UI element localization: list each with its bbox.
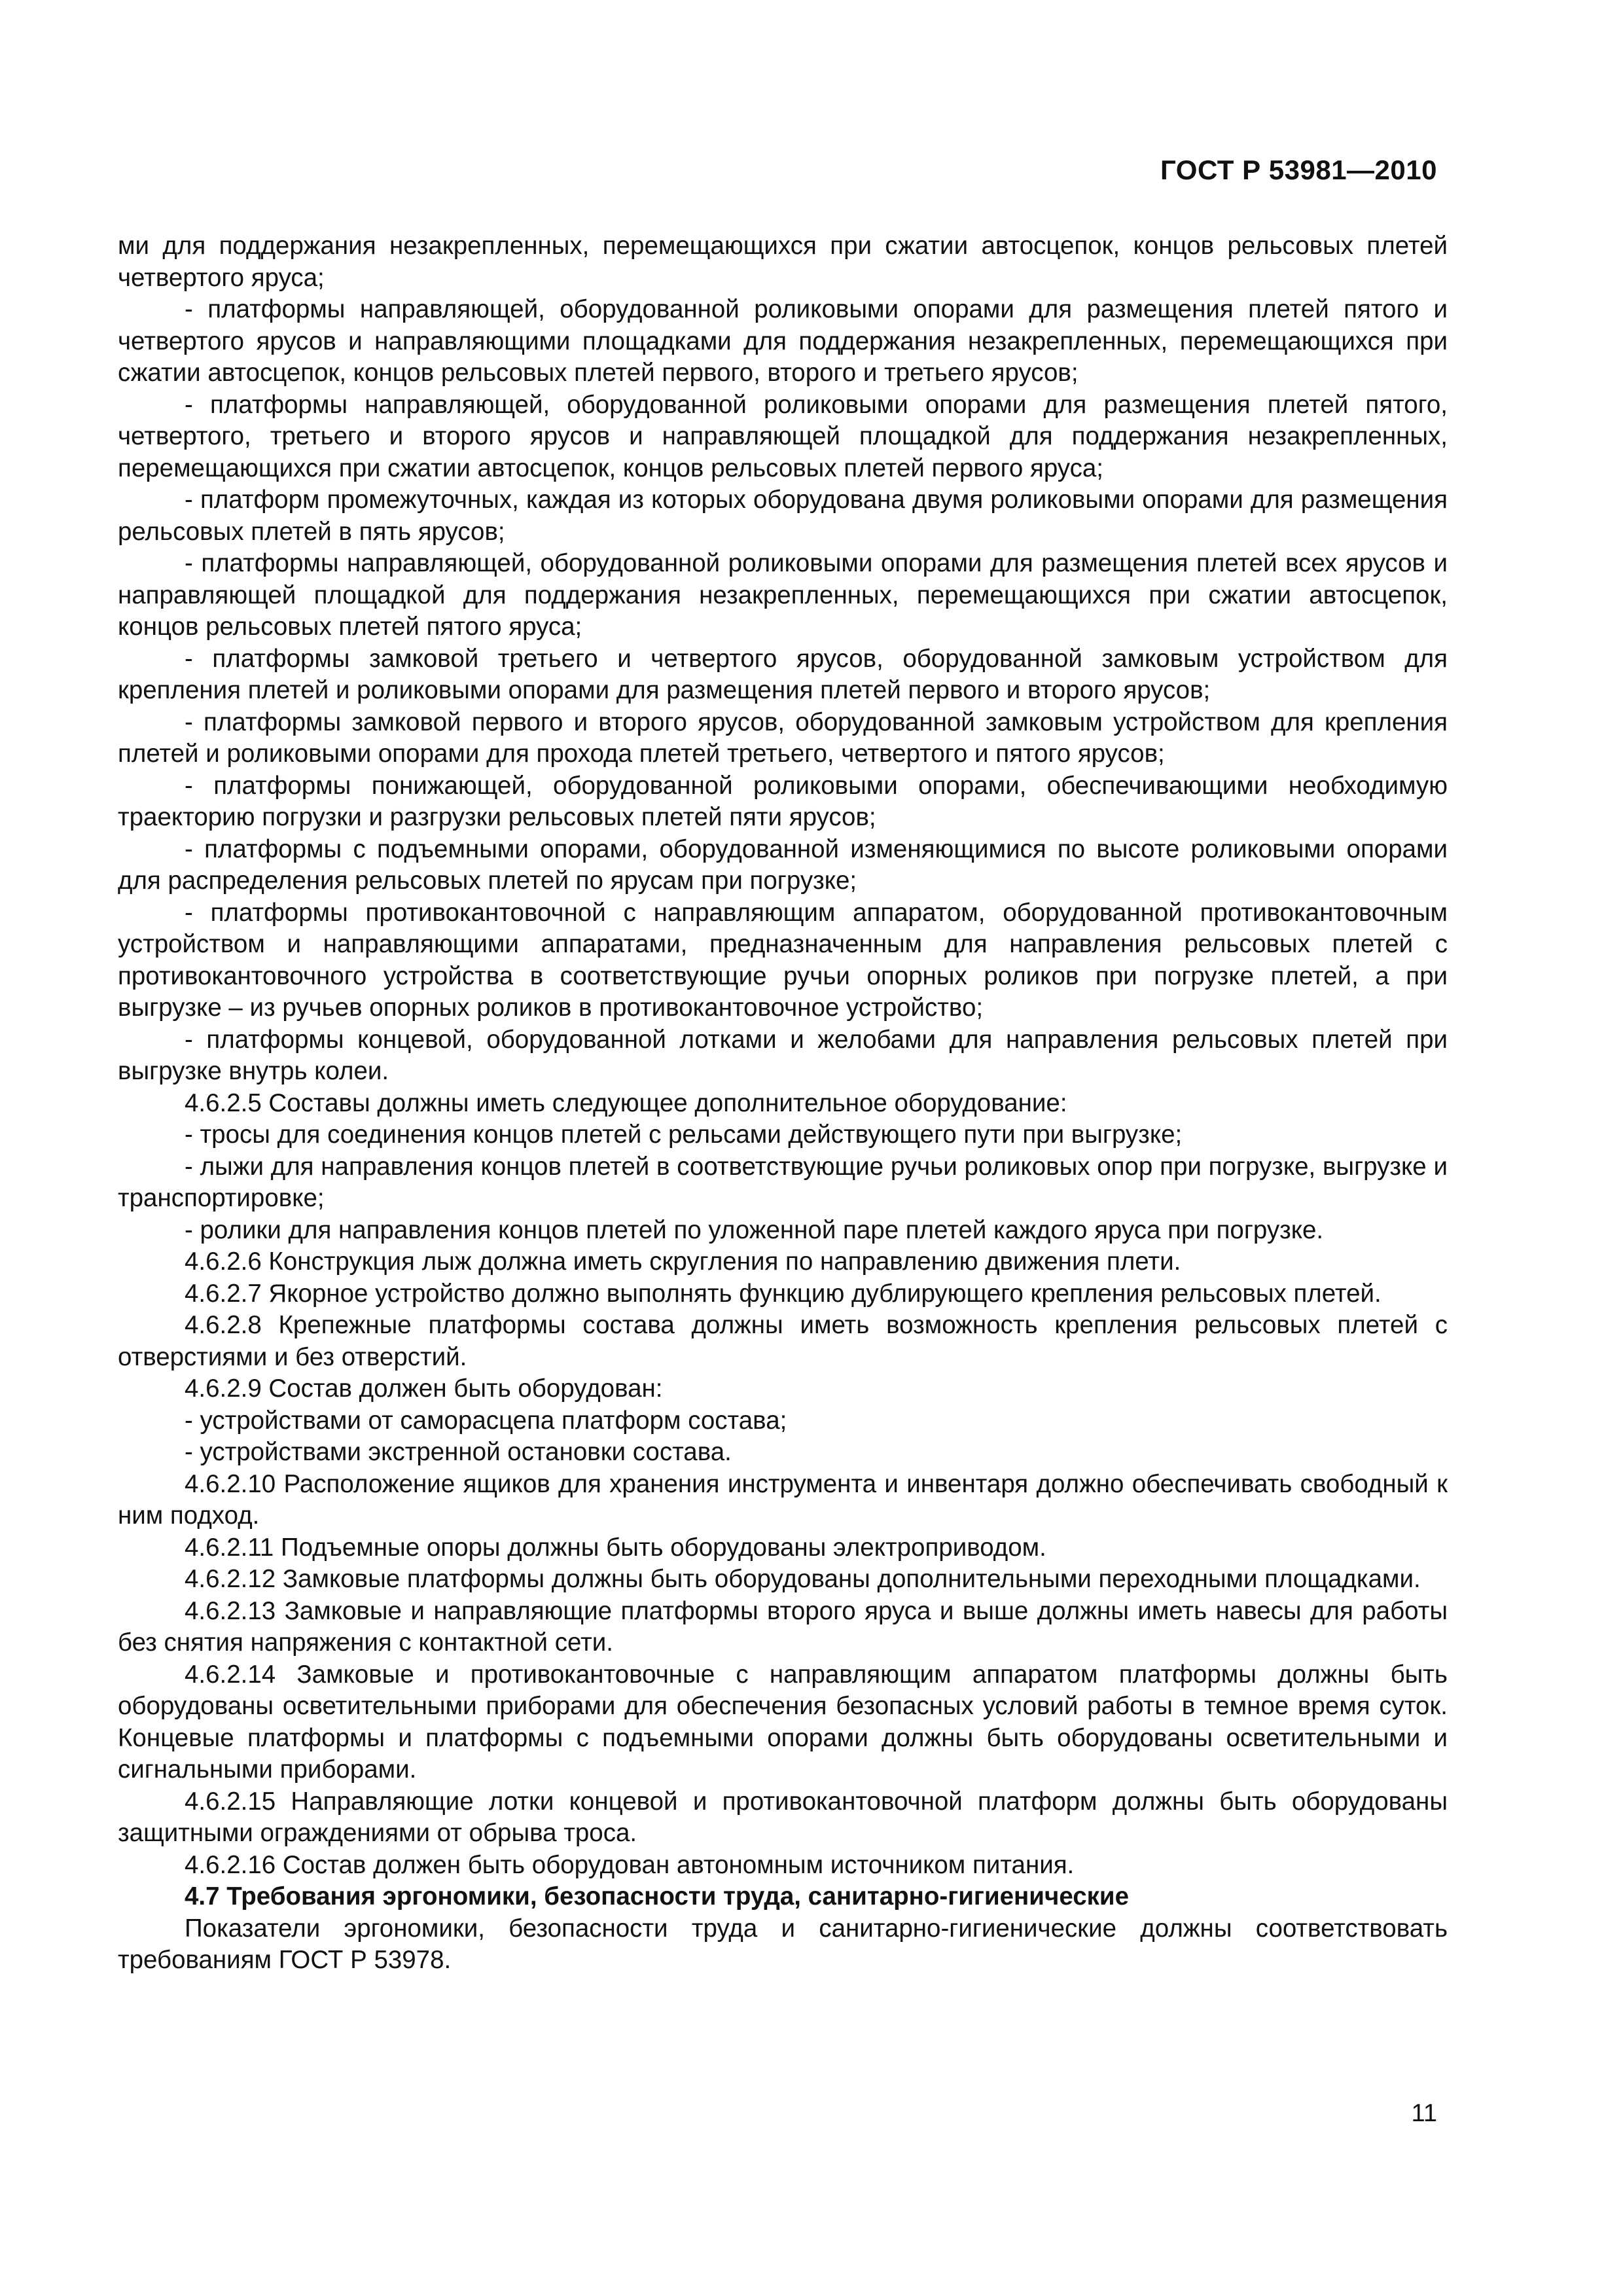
clause-4-6-2-11: 4.6.2.11 Подъемные опоры должны быть оборудованы электроприводом. (185, 1533, 1046, 1562)
clause-4-6-2-8: 4.6.2.8 Крепежные платформы состава должны иметь возможность крепления рельсовых плетей с отверстиями и без отверстий. (118, 1311, 1448, 1371)
list-item-platform-guide-all: - платформы направляющей, оборудованной роликовыми опорами для размещения плетей всех ярусов и направляющей площадкой для поддержания незакрепленных, перемещающихся при сжатии автосцепок, концов рельсовых плетей пятого яруса; (118, 549, 1448, 641)
clause-4-6-2-7: 4.6.2.7 Якорное устройство должно выполнять функцию дублирующего крепления рельсовых плетей. (185, 1279, 1382, 1308)
clause-4-6-2-12: 4.6.2.12 Замковые платформы должны быть оборудованы дополнительными переходными площадками. (185, 1565, 1421, 1593)
document-body (118, 230, 1448, 1977)
clause-4-6-2-15: 4.6.2.15 Направляющие лотки концевой и противокантовочной платформ должны быть оборудованы защитными ограждениями от обрыва троса. (118, 1787, 1448, 1847)
clause-4-6-2-5: 4.6.2.5 Составы должны иметь следующее дополнительное оборудование: (185, 1088, 1067, 1117)
list-item-emergency-stop: - устройствами экстренной остановки состава. (185, 1438, 732, 1466)
list-item-platform-intermediate: - платформ промежуточных, каждая из которых оборудована двумя роликовыми опорами для размещения рельсовых плетей в пять ярусов; (118, 486, 1448, 546)
list-item-platform-guide-5-4: - платформы направляющей, оборудованной роликовыми опорами для размещения плетей пятого и четвертого ярусов и направляющими площадками для поддержания незакрепленных, перемещающихся при сжатии автосцепок, концов рельсовых плетей первого, второго и третьего ярусов; (118, 295, 1448, 387)
clause-4-6-2-16: 4.6.2.16 Состав должен быть оборудован автономным источником питания. (185, 1850, 1075, 1879)
page-number: 11 (1411, 2100, 1437, 2127)
paragraph-continuation: ми для поддержания незакрепленных, перемещающихся при сжатии автосцепок, концов рельсовых плетей четвертого яруса; (118, 232, 1448, 292)
list-item-skis: - лыжи для направления концов плетей в соответствующие ручьи роликовых опор при погрузке, выгрузке и транспортировке; (118, 1152, 1448, 1212)
document-header-id: ГОСТ Р 53981—2010 (1160, 154, 1437, 185)
list-item-platform-lifting: - платформы с подъемными опорами, оборудованной изменяющимися по высоте роликовыми опорами для распределения рельсовых плетей по ярусам при погрузке; (118, 834, 1448, 895)
list-item-platform-lock-1-2: - платформы замковой первого и второго ярусов, оборудованной замковым устройством для крепления плетей и роликовыми опорами для прохода плетей третьего, четвертого и пятого ярусов; (118, 708, 1448, 768)
list-item-rollers: - ролики для направления концов плетей по уложенной паре плетей каждого яруса при погрузке. (185, 1215, 1324, 1244)
clause-4-6-2-10: 4.6.2.10 Расположение ящиков для хранения инструмента и инвентаря должно обеспечивать свободный к ним подход. (118, 1469, 1448, 1530)
list-item-cables: - тросы для соединения концов плетей с рельсами действующего пути при выгрузке; (185, 1121, 1183, 1149)
list-item-platform-anti-tilt: - платформы противокантовочной с направляющим аппаратом, оборудованной противокантовочным устройством и направляющими аппаратами, предназначенным для направления рельсовых плетей с противокантовочного устройства в соответствующие ручьи опорных роликов при погрузке плетей, а при выгрузке – из ручьев опорных роликов в противокантовочное устройство; (118, 898, 1448, 1022)
clause-4-6-2-14: 4.6.2.14 Замковые и противокантовочные с направляющим аппаратом платформы должны быть оборудованы осветительными приборами для обеспечения безопасных условий работы в темное время суток. Концевые платформы и платформы с подъемными опорами должны быть оборудованы осветительными и сигнальными приборами. (118, 1660, 1448, 1784)
section-heading-4-7: 4.7 Требования эргономики, безопасности труда, санитарно-гигиенические (185, 1882, 1129, 1910)
list-item-platform-guide-5-2: - платформы направляющей, оборудованной роликовыми опорами для размещения плетей пятого, четвертого, третьего и второго ярусов и направляющей площадкой для поддержания незакрепленных, перемещающихся при сжатии автосцепок, концов рельсовых плетей первого яруса; (118, 390, 1448, 482)
list-item-uncoupling-devices: - устройствами от саморасцепа платформ состава; (185, 1406, 787, 1435)
section-4-7-body: Показатели эргономики, безопасности труда и санитарно-гигиенические должны соответствовать требованиям ГОСТ Р 53978. (118, 1914, 1448, 1974)
list-item-platform-lowering: - платформы понижающей, оборудованной роликовыми опорами, обеспечивающими необходимую траекторию погрузки и разгрузки рельсовых плетей пяти ярусов; (118, 771, 1448, 831)
list-item-platform-lock-3-4: - платформы замковой третьего и четвертого ярусов, оборудованной замковым устройством для крепления плетей и роликовыми опорами для размещения плетей первого и второго ярусов; (118, 644, 1448, 704)
clause-4-6-2-13: 4.6.2.13 Замковые и направляющие платформы второго яруса и выше должны иметь навесы для работы без снятия напряжения с контактной сети. (118, 1596, 1448, 1657)
list-item-platform-end: - платформы концевой, оборудованной лотками и желобами для направления рельсовых плетей при выгрузке внутрь колеи. (118, 1025, 1448, 1085)
clause-4-6-2-6: 4.6.2.6 Конструкция лыж должна иметь скругления по направлению движения плети. (185, 1247, 1181, 1276)
clause-4-6-2-9: 4.6.2.9 Состав должен быть оборудован: (185, 1374, 663, 1403)
